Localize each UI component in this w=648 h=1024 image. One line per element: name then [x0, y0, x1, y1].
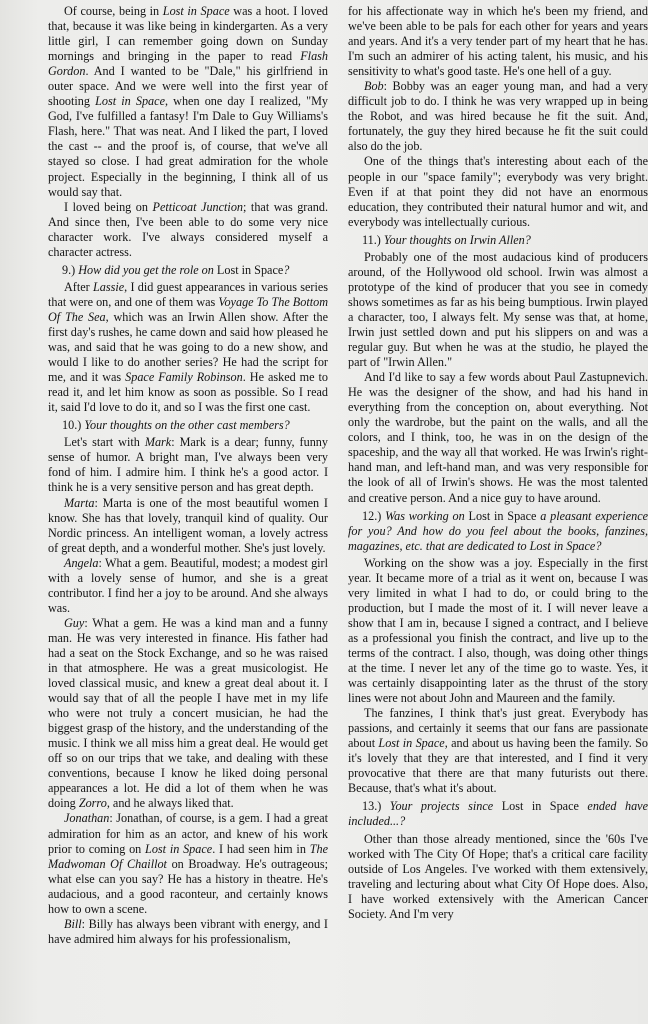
text-run: , and about us having been the family. So it's lovely that they are that interested, and I find it very provocative that there are that many futurists out there. Because, that's what it's about.: [348, 736, 648, 796]
italic-title: Mark: [144, 435, 172, 450]
italic-title: Jonathan: [64, 811, 110, 826]
body-paragraph: [48, 616, 328, 812]
text-run: I loved being on: [64, 199, 153, 214]
text-run: : Mark is a dear; funny, funny sense of humor. A bright man, I've always been very fond of him. I admire him. I think he's a good actor. I think he is a very sensitive person and has great depth.: [48, 435, 328, 495]
text-run: on Broadway. He's outrageous; what else can you say? He has a history in theatre. He's audacious, and a good raconteur, and certainly knows how to own a scene.: [48, 856, 328, 916]
text-run: , which was an Irwin Allen show. After the first day's rushes, he came down and said how pleased he was, and said that he was going to do a new show, and would I like to do another series? He had the script for me, and it was: [48, 309, 328, 385]
question-text: Your thoughts on the other cast members?: [84, 418, 290, 433]
text-run: Of course, being in: [64, 4, 163, 18]
body-paragraph: [48, 435, 328, 495]
question-text: ?: [283, 262, 290, 277]
body-paragraph: [348, 832, 648, 922]
text-run: : What a gem. Beautiful, modest; a modest girl with a lovely sense of humor, and she is a great contributor. I find her a joy to be around. And she always was.: [48, 555, 328, 615]
interview-question: [348, 799, 648, 829]
text-run: , when one day I realized, "My God, I've fulfilled a fantasy! I'm Dale to Guy Williams's Flash, here." That was neat. And I liked the part, I loved the cast -- and the proof is, of course, that we've all stayed so close. I had great admiration for the whole project. Especially in the beginning, I think all of us would say that.: [48, 94, 328, 199]
body-paragraph: [48, 917, 328, 947]
italic-title: Space Family Robinson: [125, 370, 243, 385]
text-run: After: [64, 279, 93, 294]
italic-title: Marta: [64, 495, 95, 510]
italic-title: Angela: [64, 555, 99, 570]
question-text: ended have included...?: [348, 799, 648, 829]
italic-title: Zorro: [78, 796, 107, 811]
body-paragraph: [348, 706, 648, 796]
italic-title: Bill: [64, 916, 82, 931]
italic-title: Lassie: [92, 279, 125, 294]
text-run: : Bobby was an eager young man, and had a very difficult job to do. I think he was very wrapped up in being the Robot, and was hired because he fit the suit. And, fortunately, the guy they hired because he fit the suit could also do the job.: [348, 79, 648, 154]
text-run: : Jonathan, of course, is a gem. I had a great admiration for him as an actor, and knew of his work prior to coming on: [48, 811, 328, 856]
text-run: : Billy has always been vibrant with energy, and I have admired him always for his professionalism,: [48, 916, 328, 946]
italic-title: Petticoat Junction: [152, 199, 244, 214]
text-run: . I had seen him in: [212, 841, 310, 856]
question-text: a pleasant experience for you? And how do you feel about the books, fanzines, magazines, etc. that are dedicated to Lost in Space?: [348, 508, 648, 553]
question-number: 13.): [362, 799, 390, 814]
interview-question: [48, 418, 328, 433]
italic-title: Lost in Space: [95, 94, 165, 109]
question-text: Your thoughts on Irwin Allen?: [383, 232, 531, 247]
text-run: . He asked me to read it, and let him know as soon as possible. So I read it, said I'd love to do it, and so I was the first one cast.: [48, 370, 328, 415]
show-title: Lost in Space: [216, 262, 284, 277]
italic-title: Bob: [364, 79, 384, 94]
text-run: : What a gem. He was a kind man and a funny man. He was very interested in finance. His father had had a seat on the Stock Exchange, and so he was raised in that atmosphere. He was a great musicologist. He loved classical music, and knew a great deal about it. I would say that of all the people I have met in my life who were not truly a concert musician, he had the biggest grasp of the history, and the understanding of the music. I think we all miss him a great deal. He would get off so on our trips that we take, and dealing with these conventions, because I know he liked doing personal appearances a lot. He did a lot of them when he was doing: [48, 615, 328, 811]
body-paragraph: [48, 280, 328, 415]
body-paragraph: [48, 4, 328, 200]
interview-question: [348, 509, 648, 554]
show-title: Lost in Space: [501, 799, 579, 814]
left-column: [48, 4, 328, 947]
question-text: Your projects since: [389, 799, 502, 814]
body-paragraph: [48, 811, 328, 916]
italic-title: Lost in Space: [378, 736, 445, 751]
body-paragraph: [348, 154, 648, 229]
show-title: Lost in Space: [468, 508, 537, 523]
body-paragraph: [348, 4, 648, 79]
text-run: , and he always liked that.: [106, 796, 234, 811]
italic-title: Guy: [64, 615, 85, 630]
body-paragraph: [48, 556, 328, 616]
italic-title: The Madwoman Of Chaillot: [48, 841, 328, 871]
text-run: was a hoot. I loved that, because it was like being in kindergarten. As a very little girl, I can remember going down on Sunday mornings and bringing in the paper to read: [48, 4, 328, 64]
text-run: One of the things that's interesting about each of the people in our "space family"; everybody was very bright. Even if at that point they did not have an enormous education, they contributed their natural humor and wit, and everybody was intellectually curious.: [348, 154, 648, 229]
question-number: 9.): [62, 262, 79, 277]
text-run: for his affectionate way in which he's been my friend, and we've been able to be pals for each other for years and years and years. And it's a very tender part of my heart that he has. I'm such an admirer of his acting talent, his music, and his sensitivity to what's good taste. He's one hell of a guy.: [348, 4, 648, 79]
text-run: Probably one of the most audacious kind of producers around, of the Hollywood old school. Irwin was almost a prototype of the kind of producer that you see in comedy shows sometimes as far as his being bumptious. Irwin played a character, too, I always felt. My sense was that, at home, Irwin just settled down and put his slippers on and was a regular guy. But when he was at the studio, he played the part of "Irwin Allen.": [348, 249, 648, 370]
text-run: And I'd like to say a few words about Paul Zastupnevich. He was the designer of the show, and had his hand in everything from the conception on, about everything. Not only the wardrobe, but the paint on the walls, and all the colors, and I think, too, he was in on the design of the spaceship, and the way all that worked. He was Irwin's right-hand man, and left-hand man, and was very responsible for the look of all of Irwin's shows. He was the most talented and creative person. And a nice guy to have around.: [348, 370, 648, 505]
text-run: Other than those already mentioned, since the '60s I've worked with The City Of Hope; that's a critical care facility outside of Los Angeles. I've worked with them extensively, traveling and lecturing about what City Of Hope does. Also, I have worked extensively with the American Cancer Society. And I'm very: [348, 831, 648, 921]
question-number: 11.): [362, 232, 384, 247]
text-run: : Marta is one of the most beautiful women I know. She has that lovely, tranquil kind of quality. Our Nordic princess. An intelligent woman, a lovely actress of great depth, and a wonderful mother. She's just lovely.: [48, 495, 328, 555]
italic-title: Lost in Space: [162, 4, 230, 18]
body-paragraph: [48, 496, 328, 556]
interview-question: [348, 233, 648, 248]
text-run: ; that was grand. And since then, I've been able to do some very nice character work. I've always considered myself a character actress.: [48, 199, 329, 259]
text-run: . And I wanted to be "Dale," his girlfriend in outer space. And we were well into the first year of shooting: [48, 64, 328, 109]
question-number: 10.): [62, 418, 85, 433]
interview-question: [48, 263, 328, 278]
text-run: Working on the show was a joy. Especially in the first year. It became more of a trial as it went on, because I was very limited in what I had to do, or could bring to the production, but I made the most of it. I will never leave a show that I am in, because I signed a contract, and I believe as a professional you finish the contract, and live up to the terms of the contract. I also, though, was doing other things at the time. I never let any of the time go to waste. Yes, it was certainly disappointing later as the thrust of the story lines were not about John and Maureen and the family.: [348, 555, 648, 706]
right-column: [348, 4, 648, 922]
question-text: How did you get the role on: [78, 262, 217, 277]
body-paragraph: [348, 250, 648, 370]
text-run: The fanzines, I think that's just great. Everybody has passions, and certainly it seems that our fans are passionate about: [348, 706, 648, 751]
body-paragraph: [348, 79, 648, 154]
text-run: Let's start with: [64, 435, 145, 450]
italic-title: Lost in Space: [145, 841, 213, 856]
body-paragraph: [48, 200, 328, 260]
question-text: Was working on: [385, 508, 469, 523]
body-paragraph: [348, 370, 648, 505]
body-paragraph: [348, 556, 648, 706]
text-run: , I did guest appearances in various series that were on, and one of them was: [48, 279, 328, 309]
italic-title: Flash Gordon: [48, 49, 328, 79]
question-number: 12.): [362, 508, 386, 523]
italic-title: Voyage To The Bottom Of The Sea: [48, 294, 328, 324]
